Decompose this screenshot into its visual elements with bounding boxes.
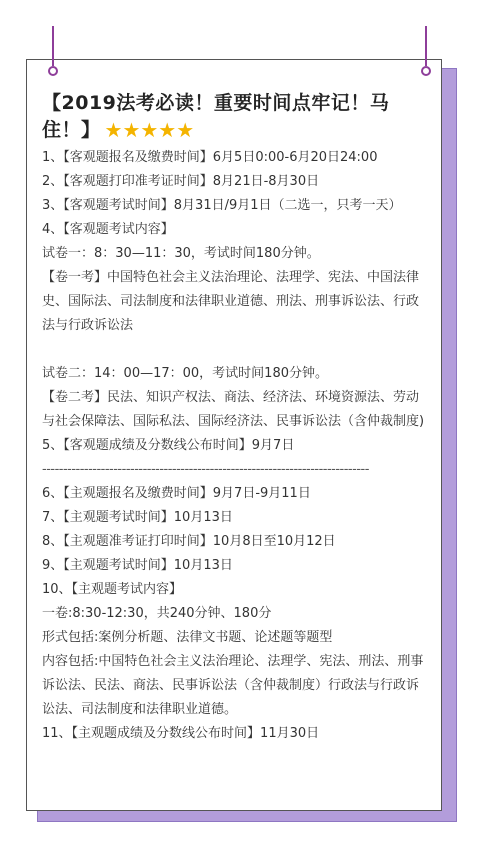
objective-section [42,146,428,338]
line-item: 10、【主观题考试内容】 [42,582,183,597]
notice-content [42,90,428,746]
line-item: 一卷:8:30-12:30，共240分钟、180分 [42,606,272,621]
line-item: 6、【主观题报名及缴费时间】9月7日-9月11日 [42,486,311,501]
line-item: 试卷一：8：30—11：30，考试时间180分钟。 [42,246,320,261]
line-item: 4、【客观题考试内容】 [42,222,174,237]
hanging-string-right [425,26,427,66]
objective-section-2 [42,362,428,458]
line-item: 5、【客观题成绩及分数线公布时间】9月7日 [42,438,295,453]
line-item: 7、【主观题考试时间】10月13日 [42,510,233,525]
line-item: 2、【客观题打印准考证时间】8月21日-8月30日 [42,174,320,189]
line-item: 试卷二：14：00—17：00，考试时间180分钟。 [42,366,328,381]
title-text: 【2019法考必读！重要时间点牢记！马住！】 [42,92,390,141]
line-item: 3、【客观题考试时间】8月31日/9月1日（二选一，只考一天） [42,198,402,213]
line-item: 形式包括:案例分析题、法律文书题、论述题等题型 [42,630,333,645]
subjective-section [42,482,428,746]
five-star-rating-icon: ★★★★★ [104,118,195,142]
line-item: 9、【主观题考试时间】10月13日 [42,558,233,573]
pin-left-icon [48,66,58,76]
spacer [42,338,428,362]
line-item: 8、【主观题准考证打印时间】10月8日至10月12日 [42,534,336,549]
line-item: 内容包括:中国特色社会主义法治理论、法理学、宪法、刑法、刑事诉讼法、民法、商法、民事诉讼法（含仲裁制度）行政法与行政诉讼法、司法制度和法律职业道德。 [42,654,424,717]
line-item: 【卷二考】民法、知识产权法、商法、经济法、环境资源法、劳动与社会保障法、国际私法、国际经济法、民事诉讼法（含仲裁制度) [42,390,425,429]
line-item: 【卷一考】中国特色社会主义法治理论、法理学、宪法、中国法律史、国际法、司法制度和法律职业道德、刑法、刑事诉讼法、行政法与行政诉讼法 [42,270,420,333]
line-item: 11、【主观题成绩及分数线公布时间】11月30日 [42,726,320,741]
notice-title [42,90,428,144]
hanging-string-left [52,26,54,66]
section-divider: ------------------------------------------------------------------------------ [42,462,369,477]
line-item: 1、【客观题报名及缴费时间】6月5日0:00-6月20日24:00 [42,150,378,165]
pin-right-icon [421,66,431,76]
